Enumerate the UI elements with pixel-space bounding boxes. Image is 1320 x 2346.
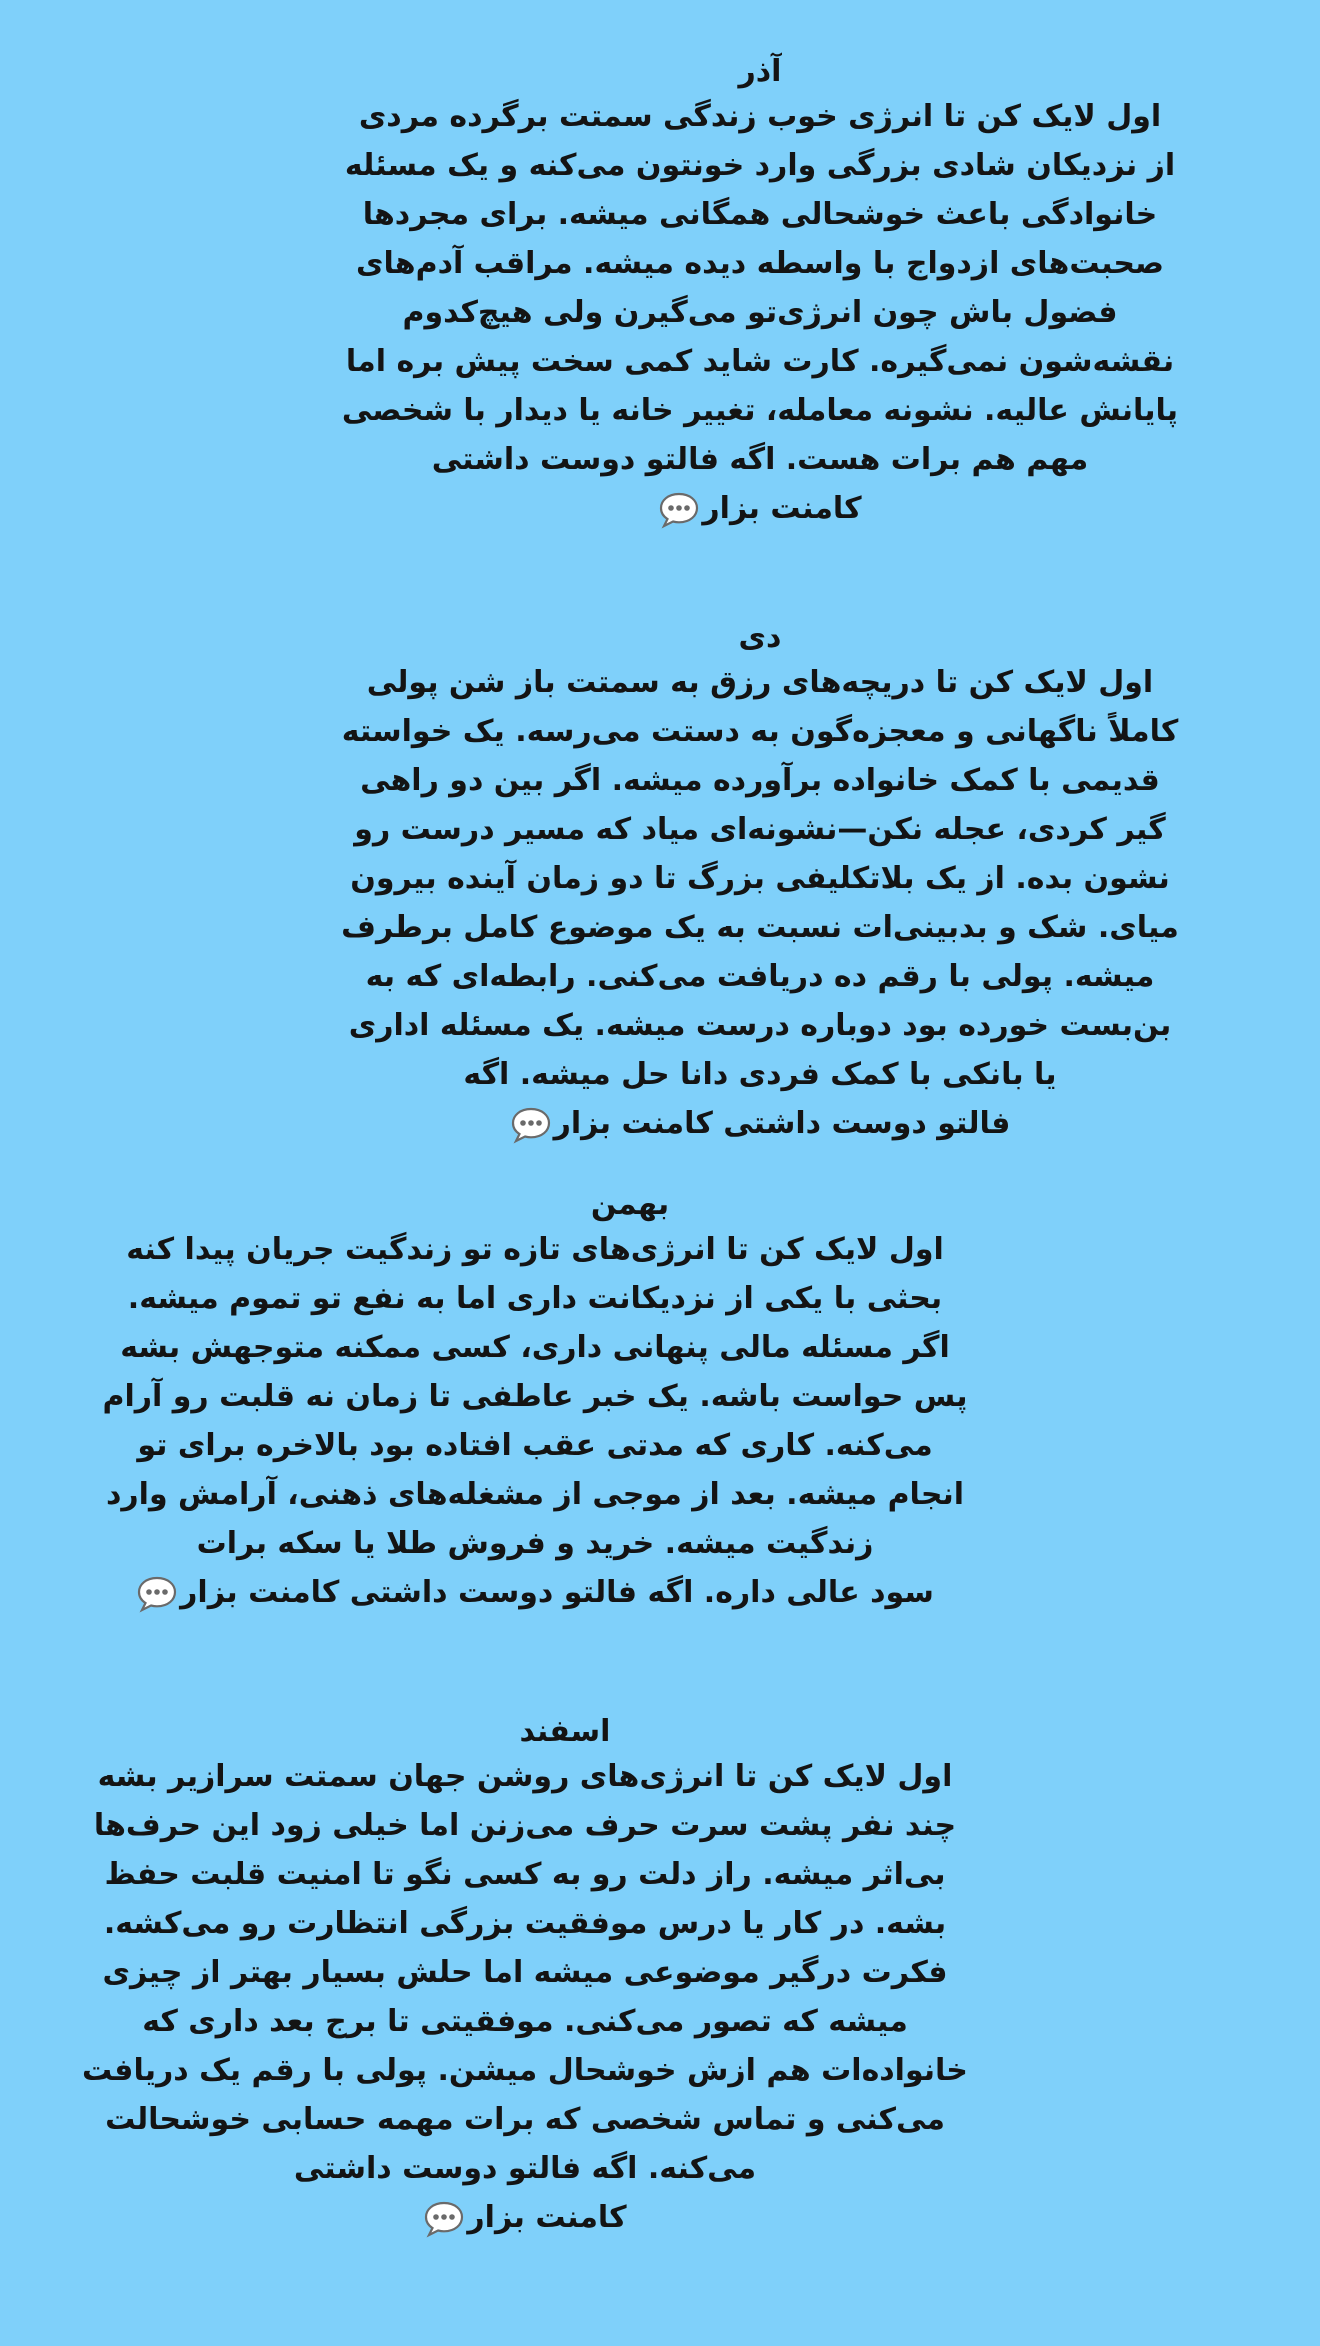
section-azar [340, 52, 1180, 533]
speech-bubble-icon [136, 1575, 178, 1613]
horoscope-text-bahman [100, 1225, 970, 1617]
month-title-azar: آذر [738, 54, 782, 89]
comment-prompt-bahman: سود عالی داره. اگه فالتو دوست داشتی کامنت بزار [180, 1575, 934, 1610]
horoscope-text-azar [340, 92, 1180, 533]
month-title-esfand: اسفند [519, 1714, 611, 1749]
comment-prompt-dey: فالتو دوست داشتی کامنت بزار [553, 1106, 1011, 1141]
month-title-bahman: بهمن [590, 1187, 670, 1222]
horoscope-text-dey [340, 658, 1180, 1148]
month-title-dey: دی [738, 620, 782, 655]
section-bahman [100, 1185, 970, 1617]
section-esfand [80, 1712, 970, 2242]
horoscope-text-esfand [80, 1752, 970, 2242]
horoscope-body-bahman: اول لایک کن تا انرژی‌های تازه تو زندگیت جریان پیدا کنه بحثی با یکی از نزدیکانت داری اما به نفع تو تموم میشه. اگر مسئله مالی پنهانی داری، کسی ممکنه متوجهش بشه پس حواست باشه. یک خبر عاطفی تا زمان نه قلبت رو آرام می‌کنه. کاری که مدتی عقب افتاده بود بالاخره برای تو انجام میشه. بعد از موجی از مشغله‌های ذهنی، آرامش وارد زندگیت میشه. خرید و فروش طلا یا سکه برات [102, 1232, 968, 1561]
horoscope-body-esfand: اول لایک کن تا انرژی‌های روشن جهان سمتت سرازیر بشه چند نفر پشت سرت حرف می‌زنن اما خیلی زود این حرف‌ها بی‌اثر میشه. راز دلت رو به کسی نگو تا امنیت قلبت حفظ بشه. در کار یا درس موفقیت بزرگی انتظارت رو می‌کشه. فکرت درگیر موضوعی میشه اما حلش بسیار بهتر از چیزی میشه که تصور می‌کنی. موفقیتی تا برج بعد داری که خانواده‌ات هم ازش خوشحال میشن. پولی با رقم یک دریافت می‌کنی و تماس شخصی که برات مهمه حسابی خوشحالت می‌کنه. اگه فالتو دوست داشتی [82, 1759, 968, 2186]
speech-bubble-icon [510, 1106, 552, 1144]
horoscope-body-dey: اول لایک کن تا دریچه‌های رزق به سمتت باز شن پولی کاملاً ناگهانی و معجزه‌گون به دستت می‌رسه. یک خواسته قدیمی با کمک خانواده برآورده میشه. اگر بین دو راهی گیر کردی، عجله نکن—نشونه‌ای میاد که مسیر درست رو نشون بده. از یک بلاتکلیفی بزرگ تا دو زمان آینده بیرون میای. شک و بدبینی‌ات نسبت به یک موضوع کامل برطرف میشه. پولی با رقم ده دریافت می‌کنی. رابطه‌ای که به بن‌بست خورده بود دوباره درست میشه. یک مسئله اداری یا بانکی با کمک فردی دانا حل میشه. اگه [341, 665, 1179, 1092]
comment-prompt-esfand: کامنت بزار [467, 2200, 627, 2235]
horoscope-body-azar: اول لایک کن تا انرژی خوب زندگی سمتت برگرده مردی از نزدیکان شادی بزرگی وارد خونتون می‌کنه و یک مسئله خانوادگی باعث خوشحالی همگانی میشه. برای مجردها صحبت‌های ازدواج با واسطه دیده میشه. مراقب آدم‌های فضول باش چون انرژی‌تو می‌گیرن ولی هیچ‌کدوم نقشه‌شون نمی‌گیره. کارت شاید کمی سخت پیش بره اما پایانش عالیه. نشونه معامله، تغییر خانه یا دیدار با شخصی مهم هم برات هست. اگه فالتو دوست داشتی [341, 99, 1179, 477]
section-dey [340, 618, 1180, 1148]
speech-bubble-icon [658, 491, 700, 529]
speech-bubble-icon [423, 2200, 465, 2238]
comment-prompt-azar: کامنت بزار [702, 491, 862, 526]
